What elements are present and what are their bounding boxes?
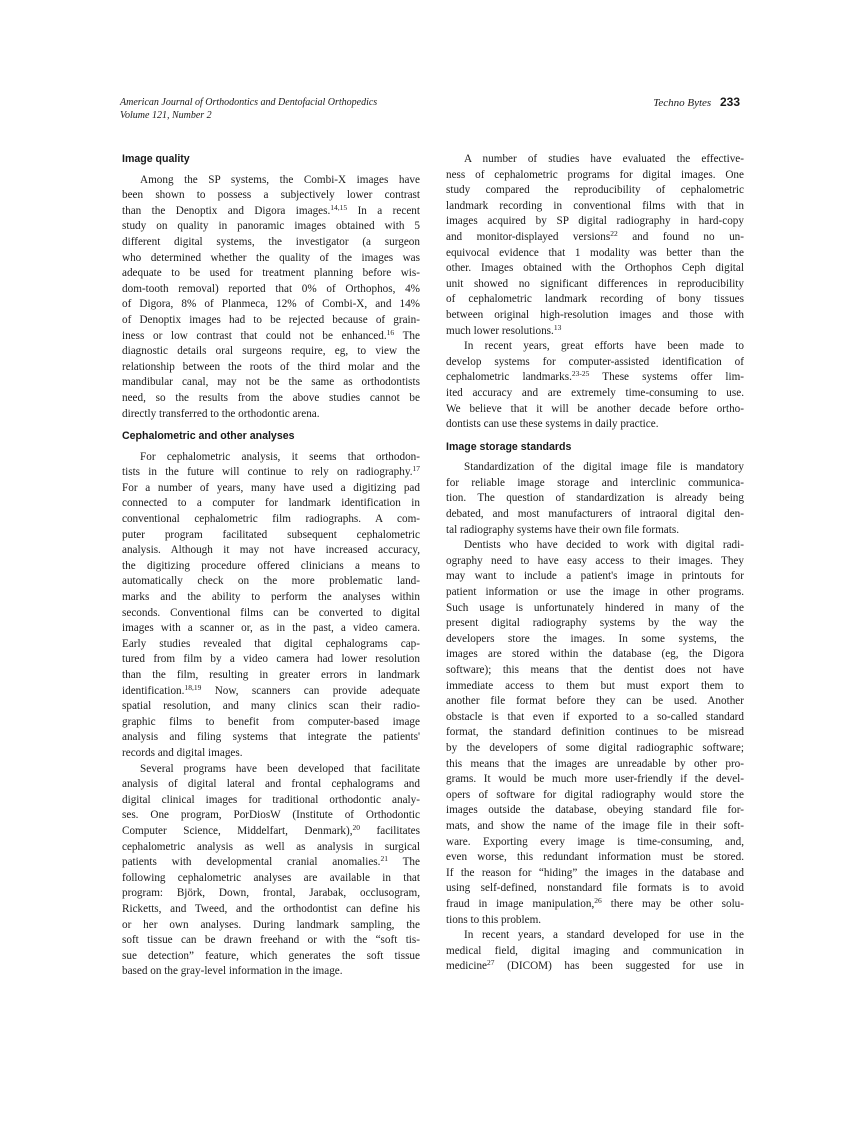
text-line: study on quality in panoramic images obtained with 5 bbox=[122, 220, 420, 233]
text-line: For cephalometric analysis, it seems that orthodon- bbox=[140, 450, 420, 463]
text-line: puter program facilitated subsequent cephalometric bbox=[122, 528, 420, 541]
text-line: cephalometric analysis as well as analysis in surgical bbox=[122, 840, 420, 853]
journal-title: American Journal of Orthodontics and Dentofacial Orthopedics bbox=[120, 97, 378, 108]
text-line: Dentists who have decided to work with digital radi- bbox=[464, 539, 744, 552]
text-line: Among the SP systems, the Combi-X images have bbox=[140, 173, 420, 186]
text-line: tions to this problem. bbox=[446, 913, 542, 926]
text-line: been shown to possess a subjectively lower contrast bbox=[122, 189, 420, 202]
citation-reference: 22 bbox=[610, 228, 618, 238]
text-line: records and digital images. bbox=[122, 746, 243, 759]
text-line: Such usage is unfortunately hindered in many of the bbox=[446, 601, 744, 614]
text-line: present digital radiography systems by the way the bbox=[446, 617, 744, 630]
text-line: Several programs have been developed that facilitate bbox=[140, 762, 420, 775]
text-line: marks and the ability to perform the analyses within bbox=[122, 591, 420, 604]
section-heading: Cephalometric and other analyses bbox=[122, 430, 295, 443]
body-paragraph bbox=[122, 450, 420, 762]
journal-citation bbox=[120, 96, 377, 122]
text-line: relationship between the roots of the third molar and the bbox=[122, 360, 420, 373]
text-line: other. Images obtained with the Orthophos Ceph digital bbox=[446, 262, 744, 275]
text-line: identification.$^{18,19}$ Now, scanners can provide adequate bbox=[122, 682, 420, 697]
text-line: fraud in image manipulation,$^{26}$ there may be other solu- bbox=[446, 895, 744, 910]
text-line: developers store the images. In some systems, the bbox=[446, 632, 744, 645]
text-line: soft tissue can be drawn freehand or with the “soft tis- bbox=[122, 934, 420, 947]
text-line: opers of software for digital radiography would store the bbox=[446, 788, 744, 801]
text-line: images with a scanner or, as in the past, a video camera. bbox=[122, 622, 420, 635]
text-line: who determined whether the quality of the images was bbox=[122, 251, 420, 264]
text-line: equivocal evidence that 1 modality was better than the bbox=[446, 246, 744, 259]
text-line: the digitizing procedure offered clinicians a means to bbox=[122, 559, 420, 572]
text-line: may want to include a patient's image in printouts for bbox=[446, 570, 744, 583]
text-line: spatial resolution, and many clinics scan their radio- bbox=[122, 700, 420, 713]
text-line: graphic films to benefit from computer-based image bbox=[122, 715, 420, 728]
text-line: immediate access to them but must export them to bbox=[446, 679, 744, 692]
left-column bbox=[122, 152, 420, 980]
citation-reference: 20 bbox=[352, 822, 361, 832]
citation-reference: 16 bbox=[386, 327, 395, 337]
citation-reference: 23-25 bbox=[571, 369, 590, 379]
text-line: or her own analyses. During landmark sampling, the bbox=[122, 918, 420, 931]
text-line: need, so the results from the above studies cannot be bbox=[122, 391, 420, 404]
section-heading: Image storage standards bbox=[446, 440, 572, 453]
citation-reference: 26 bbox=[594, 895, 602, 905]
text-line: images acquired by SP digital radiography in hard-copy bbox=[446, 215, 744, 228]
text-line: tured from film by a video camera had lower resolution bbox=[122, 653, 420, 666]
text-line: digital clinical images for traditional orthodontic analy- bbox=[122, 793, 420, 806]
text-line: study compared the reproducibility of cephalometric bbox=[446, 184, 744, 197]
text-line: using self-defined, nonstandard file formats is to avoid bbox=[446, 882, 744, 895]
section-and-page bbox=[653, 96, 740, 110]
text-line: mats, and show the name of the image file in their soft- bbox=[446, 819, 744, 832]
text-line: medical field, digital imaging and communication in bbox=[446, 944, 744, 957]
text-line: automatically check on the more problematic land- bbox=[122, 575, 420, 588]
right-column bbox=[446, 152, 744, 975]
text-line: dontists can use these systems in daily practice. bbox=[446, 418, 659, 431]
text-line: directly transferred to the orthodontic arena. bbox=[122, 407, 320, 420]
body-paragraph bbox=[446, 152, 744, 339]
text-line: grams. It would be much more user-friendly if the devel- bbox=[446, 773, 744, 786]
text-line: In recent years, a standard developed for use in the bbox=[464, 929, 744, 942]
text-line: and monitor-displayed versions$^{22}$ and found no un- bbox=[446, 228, 744, 243]
citation-reference: 17 bbox=[412, 464, 420, 474]
text-line: analysis of digital lateral and frontal cephalograms and bbox=[122, 778, 420, 791]
text-line: dom-tooth removal) reported that 0% of Orthophos, 4% bbox=[122, 282, 420, 295]
text-line: images are stored within the database (eg, the Digora bbox=[446, 648, 744, 661]
text-line: adequate to be used for treatment planning before wis- bbox=[122, 267, 420, 280]
citation-reference: 14,15 bbox=[330, 202, 348, 212]
text-line: develop systems for computer-assisted identification of bbox=[446, 355, 744, 368]
body-paragraph bbox=[446, 460, 744, 538]
text-line: In recent years, great efforts have been made to bbox=[464, 340, 744, 353]
body-paragraph bbox=[446, 538, 744, 928]
text-line: than the Denoptix and Digora images.$^{14,15}$ In a recent bbox=[122, 202, 420, 217]
section-spacer bbox=[446, 433, 744, 440]
text-line: even worse, this redundant information must be stored. bbox=[446, 851, 744, 864]
text-line: of Digora, 8% of Planmeca, 12% of Combi-X, and 14% bbox=[122, 298, 420, 311]
volume-number: Volume 121, Number 2 bbox=[120, 110, 212, 121]
section-heading: Image quality bbox=[122, 153, 190, 165]
text-line: much lower resolutions.$^{13}$ bbox=[446, 322, 562, 337]
text-line: following cephalometric analyses are available in that bbox=[122, 871, 420, 884]
text-line: this means that the images are unreadable by other pro- bbox=[446, 757, 744, 770]
text-line: of Denoptix images had to be rejected because of grain- bbox=[122, 313, 420, 326]
text-line: patients with developmental cranial anomalies.$^{21}$ The bbox=[122, 854, 420, 869]
text-line: Early studies revealed that digital cephalograms cap- bbox=[122, 637, 420, 650]
text-line: obstacle is that even if exported to a so-called standard bbox=[446, 710, 744, 723]
text-line: seconds. Conventional films can be converted to digital bbox=[122, 606, 420, 619]
text-line: ses. One program, PorDiosW (Institute of Orthodontic bbox=[122, 809, 420, 822]
text-line: based on the gray-level information in the image. bbox=[122, 965, 343, 978]
text-line: format, the standard definition continues to be misread bbox=[446, 726, 744, 739]
text-line: Ricketts, and Tweed, and the orthodontist can define his bbox=[122, 902, 420, 915]
text-line: unit showed no significant differences in reproducibility bbox=[446, 277, 744, 290]
text-line: images outside the database, obeying standard file for- bbox=[446, 804, 744, 817]
text-line: tal radiography systems have their own file formats. bbox=[446, 523, 680, 536]
text-line: ited accuracy and are extremely time-consuming to use. bbox=[446, 386, 744, 399]
text-line: Standardization of the digital image file is mandatory bbox=[464, 461, 744, 474]
body-paragraph bbox=[122, 762, 420, 980]
text-line: debated, and most manufacturers of intraoral digital den- bbox=[446, 508, 744, 521]
text-line: than the film, resulting in greater errors in landmark bbox=[122, 669, 420, 681]
text-line: by the developers of some digital radiographic software; bbox=[446, 741, 744, 754]
text-line: A number of studies have evaluated the effective- bbox=[464, 153, 744, 165]
citation-reference: 18,19 bbox=[184, 682, 202, 692]
text-line: iness or low contrast that could not be enhanced.$^{16}$ The bbox=[122, 327, 420, 342]
text-line: landmark recording in conventional films with that in bbox=[446, 199, 744, 212]
text-line: Computer Science, Middelfart, Denmark),$^{20}$ facilitates bbox=[122, 822, 421, 837]
citation-reference: 13 bbox=[553, 322, 562, 332]
text-line: analysis. Although it may not have increased accuracy, bbox=[122, 544, 420, 557]
text-line: program: Björk, Down, frontal, Jarabak, occlusogram, bbox=[122, 887, 420, 900]
text-line: software); this means that the dentist does not have bbox=[446, 664, 744, 676]
section-spacer bbox=[122, 422, 420, 429]
citation-reference: 27 bbox=[487, 958, 495, 968]
body-paragraph bbox=[446, 339, 744, 433]
text-line: another file format before they can be used. Another bbox=[446, 695, 744, 708]
text-line: ness of cephalometric programs for digital images. One bbox=[446, 168, 744, 181]
text-line: different digital systems, the investigator (a surgeon bbox=[122, 235, 420, 248]
page-number: 233 bbox=[719, 95, 740, 109]
text-line: ware. Exporting every image is time-consuming, and, bbox=[446, 835, 744, 848]
text-line: ography need to have easy access to their images. They bbox=[446, 554, 744, 567]
body-paragraph bbox=[446, 928, 744, 975]
text-line: sue detection” feature, which generates the soft tissue bbox=[122, 949, 420, 962]
text-line: conventional cephalometric film radiographs. A com- bbox=[122, 513, 420, 526]
text-line: If the reason for “hiding” the images in the database and bbox=[446, 866, 744, 879]
text-line: analysis and filing systems that integrate the patients' bbox=[122, 731, 420, 744]
body-paragraph bbox=[122, 173, 420, 423]
text-line: cephalometric landmarks.$^{23-25}$ These systems offer lim- bbox=[446, 369, 744, 384]
citation-reference: 21 bbox=[380, 854, 388, 864]
text-line: for reliable image storage and interclinic communica- bbox=[446, 476, 744, 489]
text-line: tion. The question of standardization is already being bbox=[446, 492, 744, 505]
text-line: of cephalometric landmark recording of bony tissues bbox=[446, 293, 744, 306]
section-name: Techno Bytes bbox=[653, 97, 712, 109]
text-line: connected to a computer for landmark identification in bbox=[122, 497, 420, 510]
text-line: medicine$^{27}$ (DICOM) has been suggested for use in bbox=[446, 958, 744, 973]
text-line: patient information or use the image in other programs. bbox=[446, 586, 744, 599]
text-line: For a number of years, many have used a digitizing pad bbox=[122, 481, 420, 494]
text-line: diagnostic details oral surgeons require, eg, to view the bbox=[122, 345, 420, 358]
text-line: mandibular canal, may not be the same as orthodontists bbox=[122, 376, 420, 389]
text-line: between original high-resolution images and those with bbox=[446, 308, 744, 321]
text-line: We believe that it will be another decade before ortho- bbox=[446, 402, 744, 415]
text-line: tists in the future will continue to rely on radiography.$^{17}$ bbox=[122, 464, 420, 479]
